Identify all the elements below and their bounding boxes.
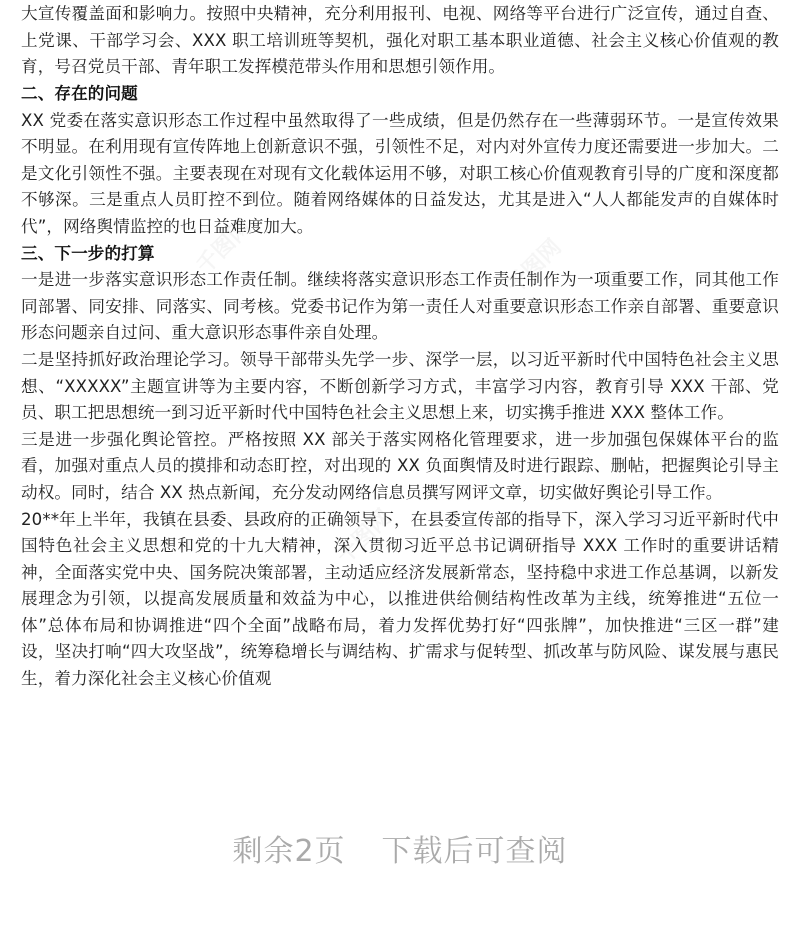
- paragraph-next-step-3: 三是进一步强化舆论管控。严格按照 XX 部关于落实网格化管理要求，进一步加强包保媒体平台的监看，加强对重点人员的摸排和动态盯控，对出现的 XX 负面舆情及时进行跟踪、删帖，把握舆论引导主动权。同时，结合 XX 热点新闻，充分发动网络信息员撰写网评文章，切实做好舆论引导工作。: [21, 429, 779, 502]
- download-hint-text[interactable]: 下载后可查阅: [381, 834, 568, 869]
- paragraph-previous: 大宣传覆盖面和影响力。按照中央精神，充分利用报刊、电视、网络等平台进行广泛宣传，通过自查、上党课、干部学习会、XXX 职工培训班等契机，强化对职工基本职业道德、社会主义核心价值观的教育，号召党员干部、青年职工发挥模范带头作用和思想引领作用。: [21, 4, 779, 77]
- paragraph-next-step-2: 二是坚持抓好政治理论学习。领导干部带头先学一步、深学一层，以习近平新时代中国特色社会主义思想、“XXXXX”主题宣讲等为主要内容，不断创新学习方式，丰富学习内容，教育引导 XXX 干部、党员、职工把思想统一到习近平新时代中国特色社会主义思想上来，切实携手推进 XXX 整体工作。: [21, 349, 779, 423]
- paragraph-next-step-1: 一是进一步落实意识形态工作责任制。继续将落实意识形态工作责任制作为一项重要工作，同其他工作同部署、同安排、同落实、同考核。党委书记作为第一责任人对重要意识形态工作亲自部署、重要意识形态问题亲自过问、重大意识形态事件亲自处理。: [21, 270, 779, 343]
- remaining-pages-text: 剩余2页: [232, 834, 346, 869]
- paragraph-closing: 20**年上半年，我镇在县委、县政府的正确领导下，在县委宣传部的指导下，深入学习习近平新时代中国特色社会主义思想和党的十九大精神，深入贯彻习近平总书记调研指导 XXX 工作时的重要讲话精神，全面落实党中央、国务院决策部署，主动适应经济发展新常态，坚持稳中求进工作总基调，以新发展理念为引领，以提高发展质量和效益为中心，以推进供给侧结构性改革为主线，统筹推进“五位一体”总体布局和协调推进“四个全面”战略布局，着力发挥优势打好“四张牌”，加快推进“三区一群”建设，坚决打响“四大攻坚战”，统筹稳增长与调结构、扩需求与促转型、抓改革与防风险、谋发展与惠民生，着力深化社会主义核心价值观: [21, 509, 779, 689]
- watermark: 千图网: [192, 214, 257, 280]
- watermark: 千图网: [502, 234, 567, 300]
- section-heading-next-steps: 三、下一步的打算: [21, 243, 155, 263]
- watermark: 千图网: [332, 504, 397, 570]
- paragraph-problems: XX 党委在落实意识形态工作过程中虽然取得了一些成绩，但是仍然存在一些薄弱环节。一是宣传效果不明显。在利用现有宣传阵地上创新意识不强，引领性不足，对内对外宣传力度还需要进一步加大。二是文化引领性不强。主要表现在对现有文化载体运用不够，对职工核心价值观教育引导的广度和深度都不够深。三是重点人员盯控不到位。随着网络媒体的日益发达，尤其是进入“人人都能发声的自媒体时代”，网络舆情监控的也日益难度加大。: [21, 110, 779, 236]
- remaining-pages-notice: [0, 832, 800, 872]
- previous-section-tail: [21, 0, 779, 81]
- section-heading-problems: 二、存在的问题: [21, 84, 138, 103]
- document-body: [21, 0, 779, 693]
